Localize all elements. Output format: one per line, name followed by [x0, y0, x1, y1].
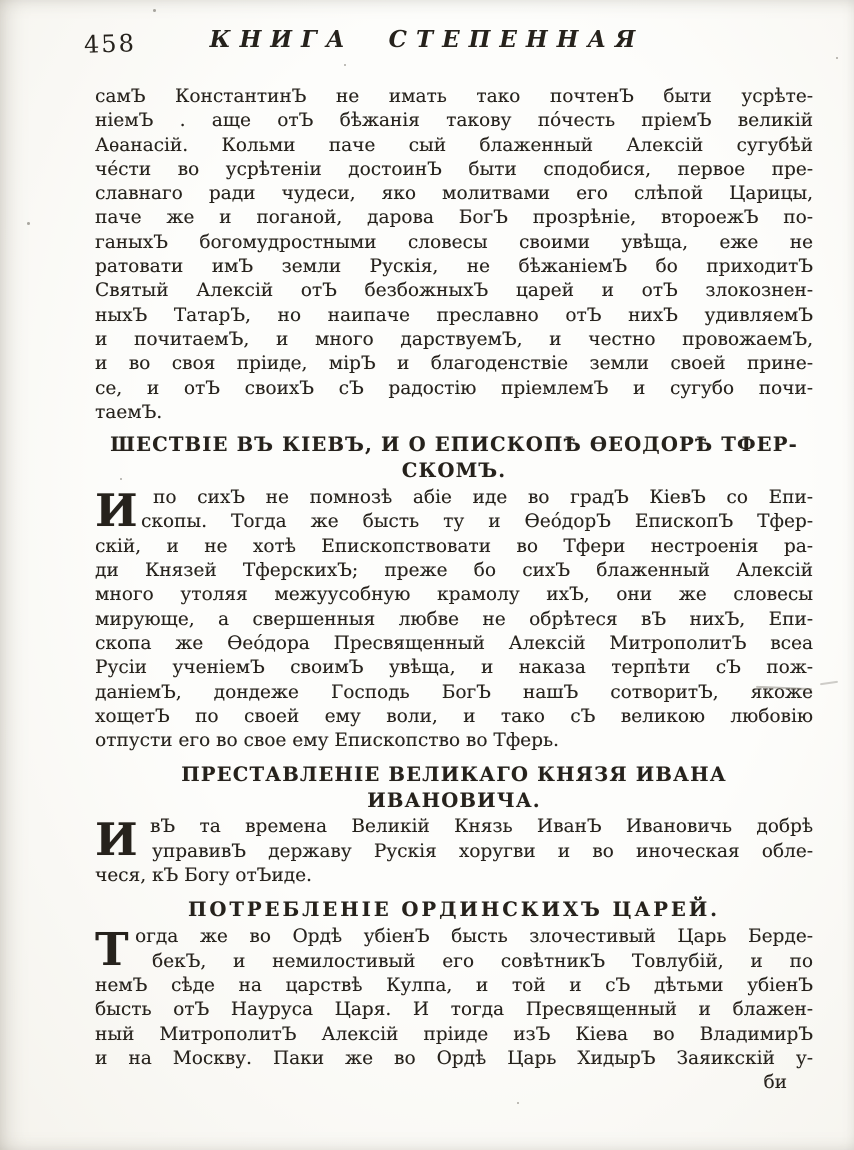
body-paragraph — [95, 486, 813, 753]
paragraph-line: чеся, кЪ Богу отЪиде. — [95, 865, 312, 887]
paragraph-line: скій, и не хотѣ Епископствовати во Тфери нестроенія ра- — [95, 535, 813, 557]
ink-speck — [27, 222, 30, 225]
paragraph-line: управивЪ державу Рускія хоругви и во иноческая обле- — [152, 840, 813, 862]
paragraph-line: вЪ та времена Великій Князь ИванЪ Ивановичь добрѣ — [150, 816, 813, 838]
body-paragraph — [95, 815, 813, 888]
paragraph-line: ныхЪ ТатарЪ, но наипаче преславно отЪ нихЪ удивляемЪ — [95, 304, 813, 326]
paragraph-line: даніемЪ, дондеже Господь БогЪ нашЪ сотворитЪ, якоже — [95, 681, 813, 703]
paragraph-line: самЪ КонстантинЪ не имать тако почтенЪ быти усрѣте- — [95, 86, 813, 107]
paragraph-line: и почитаемЪ, и много дарствуемЪ, и честно провожаемЪ, — [95, 328, 813, 350]
paragraph-line: мирующе, а свершенныя любве не обрѣтеся вЪ нихЪ, Епи- — [95, 608, 813, 630]
section-heading — [95, 762, 813, 814]
paragraph-line: немЪ сѣде на царствѣ Кулпа, и той и сЪ дѣтьми убіенЪ — [95, 974, 813, 996]
paragraph-line: Русіи ученіемЪ своимЪ увѣща, и наказа терпѣти сЪ пож- — [95, 657, 813, 679]
ink-speck — [836, 57, 838, 59]
paragraph-line: Святый Алексій отЪ безбожныхЪ царей и отЪ злокознен- — [95, 280, 813, 302]
paragraph-line: ный МитрополитЪ Алексій пріиде изЪ Кіева во ВладимирЪ — [95, 1023, 813, 1045]
section-heading — [95, 897, 813, 923]
heading-line: ПРЕСТАВЛЕНІЕ ВЕЛИКАГО КНЯЗЯ ИВАНА ИВАНОВИЧА. — [181, 763, 727, 813]
page-number: 458 — [83, 29, 137, 59]
running-title: КНИГА СТЕПЕННАЯ — [209, 26, 645, 53]
paragraph-line: и на Москву. Паки же во Ордѣ Царь ХидырЪ Заяикскій у- — [95, 1047, 813, 1069]
paragraph-line: отпусти его во свое ему Епископство во Тферь. — [95, 730, 559, 752]
paragraph-line: бысть отЪ Науруса Царя. И тогда Пресвященный и блажен- — [95, 999, 813, 1021]
paragraph-line: ніемЪ . аще отЪ бѣжанія такову по́честь пріемЪ великій — [95, 110, 813, 132]
drop-cap: И — [95, 813, 138, 867]
paragraph-line: славнаго ради чудеси, яко молитвами его слѣпой Царицы, — [95, 183, 813, 205]
ink-speck — [120, 478, 122, 480]
paragraph-line: скопы. Тогда же бысть ту и Ѳео́дорЪ ЕпископЪ Тфер- — [141, 511, 813, 533]
heading-line: ШЕСТВІЕ ВЪ КІЕВЪ, И О ЕПИСКОПѢ ѲЕОДОРѢ ТФЕР- — [110, 433, 798, 457]
paragraph-line: Аѳанасій. Кольми паче сый блаженный Алексій сугубѣй — [95, 134, 813, 156]
paragraph-line: много утоляя межуусобную крамолу ихЪ, они же словесы — [95, 584, 813, 606]
text-block — [95, 85, 813, 1095]
catchword: би — [763, 1072, 787, 1094]
paragraph-line: по сихЪ не помнозѣ абіе иде во градЪ КіевЪ со Епи- — [153, 487, 813, 509]
pencil-mark-artifact — [756, 681, 840, 695]
paragraph-line: таемЪ. — [95, 401, 163, 423]
body-paragraph — [95, 925, 813, 1071]
heading-line: СКОМЪ. — [401, 459, 507, 483]
drop-cap: Т — [95, 923, 129, 977]
paragraph-line: и во своя пріиде, мірЪ и благоденствіе земли своей прине- — [95, 353, 813, 375]
paragraph-line: огда же во Ордѣ убіенЪ бысть злочестивый Царь Берде- — [135, 926, 813, 948]
paragraph-line: се, и отЪ своихЪ сЪ радостію пріемлемЪ и сугубо почи- — [95, 377, 813, 399]
paragraph-line: скопа же Ѳео́дора Пресвященный Алексій МитрополитЪ всеа — [95, 632, 813, 654]
paragraph-line: хощетЪ по своей ему воли, и тако сЪ великою любовію — [95, 705, 813, 727]
ink-speck — [153, 9, 156, 12]
paragraph-line: че́сти во усрѣтеніи достоинЪ быти сподобися, первое пре- — [95, 158, 813, 180]
paragraph-line: ди Князей ТферскихЪ; преже бо сихЪ блаженный Алексій — [95, 560, 813, 582]
ink-speck — [517, 1102, 519, 1104]
body-paragraph — [95, 85, 813, 425]
section-heading — [95, 432, 813, 484]
drop-cap: И — [95, 484, 138, 538]
paragraph-line: бекЪ, и немилостивый его совѣтникЪ Товлубій, и по — [152, 950, 813, 972]
ink-speck — [344, 64, 346, 66]
paragraph-line: ратовати имЪ земли Рускія, не бѣжаніемЪ бо приходитЪ — [95, 256, 813, 278]
paragraph-line: паче же и поганой, дарова БогЪ прозрѣніе, второежЪ по- — [95, 207, 813, 229]
heading-line: ПОТРЕБЛЕНІЕ ОРДИНСКИХЪ ЦАРЕЙ. — [188, 898, 720, 922]
paragraph-line: ганыхЪ богомудростными словесы своими увѣща, еже не — [95, 231, 813, 253]
